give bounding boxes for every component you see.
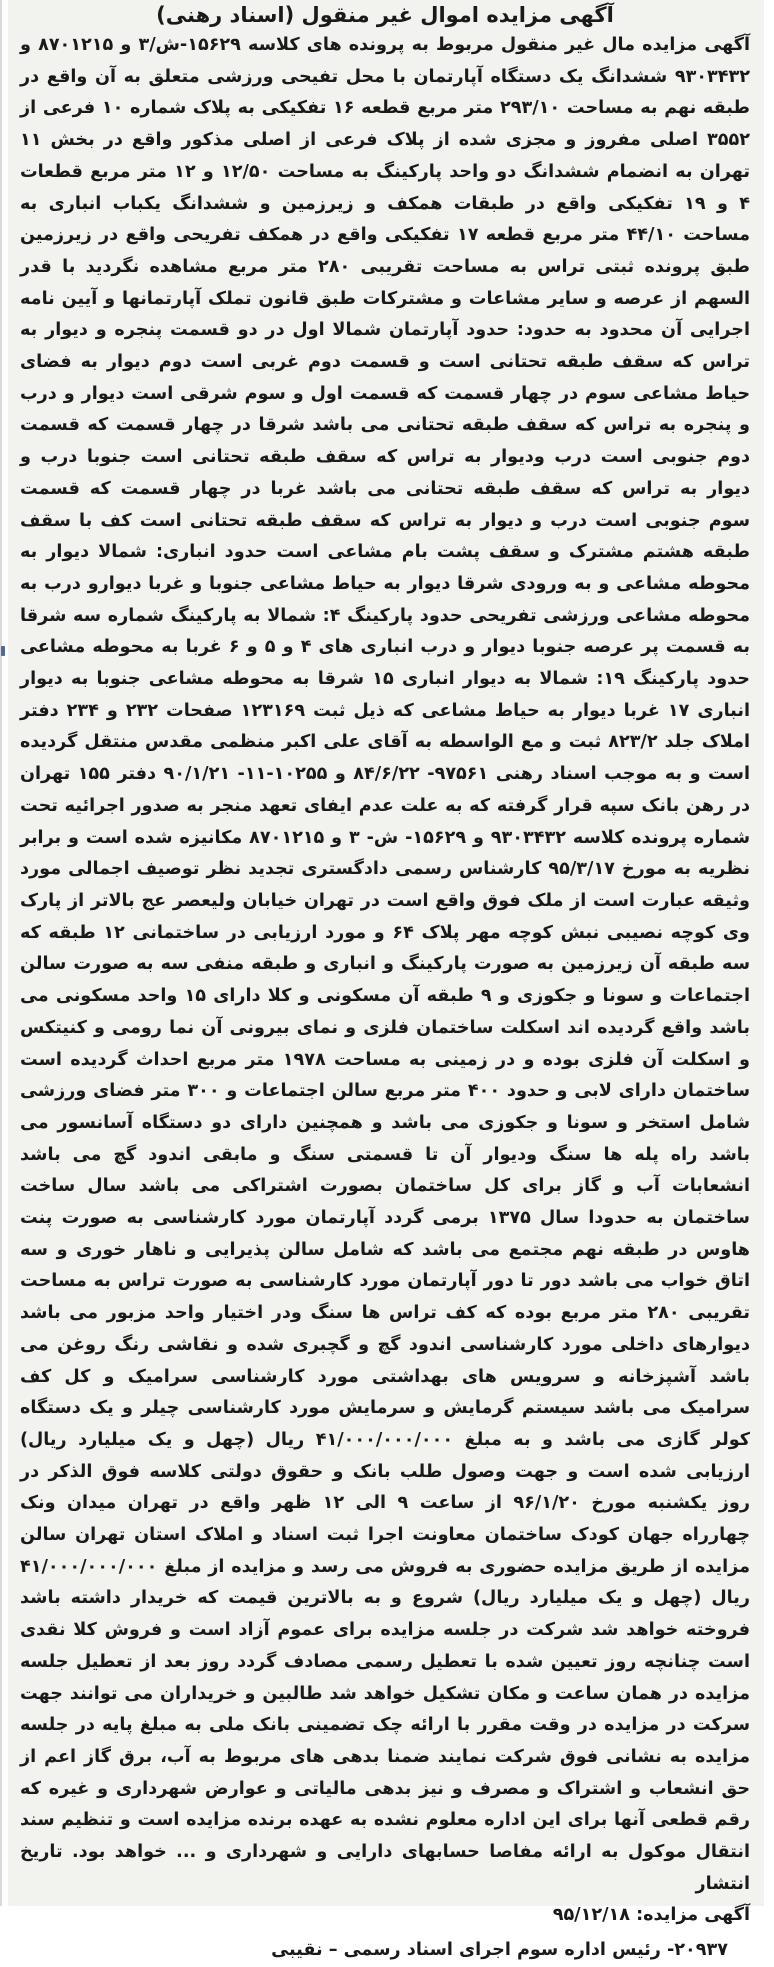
publication-date-line: آگهی مزایده: ۹۵/۱۲/۱۸ xyxy=(552,1905,750,1926)
margin-pen-mark xyxy=(1,646,5,656)
page-left-edge xyxy=(0,0,2,1906)
notice-title: آگهی مزایده اموال غیر منقول (اسناد رهنی) xyxy=(156,3,614,27)
notice-signature: ۲۰۹۳۷- رئیس اداره سوم اجرای اسناد رسمی – نقیبی xyxy=(271,1940,728,1961)
notice-body-text: آگهی مزایده مال غیر منقول مربوط به پرونده های کلاسه ۱۵۶۲۹-ش/۳ و ۸۷۰۱۲۱۵ و ۹۳۰۳۴۳۲ ششدانگ یک دستگاه آپارتمان با محل تفیحی ورزشی متعلق به آن واقع در طبقه نهم به مساحت ۲۹۳/۱۰ متر مربع قطعه ۱۶ تفکیکی به پلاک شماره ۱۰ فرعی از ۳۵۵۲ اصلی مفروز و مجزی شده از پلاک فرعی از اصلی مذکور واقع در بخش ۱۱ تهران به انضمام ششدانگ دو واحد پارکینگ به مساحت ۱۲/۵۰ و ۱۲ متر مربع قطعات ۴ و ۱۹ تفکیکی واقع در طبقات همکف و زیرزمین و ششدانگ یکباب انباری به مساحت ۴۴/۱۰ متر مربع قطعه ۱۷ تفکیکی واقع در همکف تفریحی واقع در زیرزمین طبق پرونده ثبتی تراس به مساحت تقریبی ۲۸۰ متر مربع مشاهده نگردید با قدر السهم از عرصه و سایر مشاعات و مشترکات طبق قانون تملک آپارتمانها و آیین نامه اجرایی آن محدود به حدود: حدود آپارتمان شمالا اول در دو قسمت پنجره و دیوار به تراس که سقف طبقه تحتانی است و قسمت دوم غربی است دوم دیوار به فضای حیاط مشاعی سوم در چهار قسمت که قسمت اول و سوم شرقی است دیوار و درب و پنجره به تراس که سقف طبقه تحتانی می باشد شرقا در چهار قسمت که قسمت دوم جنوبی است درب ودیوار به تراس که سقف طبقه تحتانی است جنوبا درب و دیوار به تراس که سقف طبقه تحتانی می باشد غربا در چهار قسمت که قسمت سوم جنوبی است درب و دیوار به تراس که سقف طبقه تحتانی است کف با سقف طبقه هشتم مشترک و سقف پشت بام مشاعی است حدود انباری: شمالا دیوار به محوطه مشاعی و به ورودی شرقا دیوار به حیاط مشاعی جنوبا و غربا دیوارو درب به محوطه مشاعی ورزشی تفریحی حدود پارکینگ ۴: شمالا به پارکینگ شماره سه شرقا به قسمت پر عرصه جنوبا دیوار و درب انباری های ۴ و ۵ و ۶ غربا به محوطه مشاعی حدود پارکینگ ۱۹: شمالا به دیوار انباری ۱۵ شرقا به محوطه مشاعی جنوبا به دیوار انباری ۱۷ غربا دیوار به حیاط مشاعی که ذیل ثبت ۱۲۳۱۶۹ صفحات ۲۳۲ و ۲۳۴ دفتر املاک جلد ۸۲۳/۲ ثبت و مع الواسطه به آقای علی اکبر منظمی مقدس منتقل گردیده است و به موجب اسناد رهنی ۹۷۵۶۱- ۸۴/۶/۲۲ و ۱۰۲۵۵-۱۱- ۹۰/۱/۲۱ دفتر ۱۵۵ تهران در رهن بانک سپه قرار گرفته که به علت عدم ایفای تعهد منجر به صدور اجرائیه تحت شماره پرونده کلاسه ۹۳۰۳۴۳۲ و ۱۵۶۲۹- ش- ۳ و ۸۷۰۱۲۱۵ مکانیزه شده است و برابر نظریه به مورخ ۹۵/۳/۱۷ کارشناس رسمی دادگستری تجدید نظر توصیف اجمالی مورد وثیقه عبارت است از ملک فوق واقع است در تهران خیابان ولیعصر عج بالاتر از پارک وی کوچه نصیبی نبش کوچه مهر پلاک ۶۴ و مورد ارزیابی در ساختمانی ۱۲ طبقه که سه طبقه آن زیرزمین به صورت پارکینگ و انباری و طبقه منفی سه به صورت سالن اجتماعات و سونا و جکوزی و ۹ طبقه آن مسکونی و کلا دارای ۱۵ واحد مسکونی می باشد واقع گردیده اند اسکلت ساختمان فلزی و نمای بیرونی آن نما رومی و کنیتکس و اسکلت آن فلزی بوده و در زمینی به مساحت ۱۹۷۸ متر مربع احداث گردیده است ساختمان دارای لابی و حدود ۴۰۰ متر مربع سالن اجتماعات و ۳۰۰ متر فضای ورزشی شامل استخر و سونا و جکوزی می باشد و همچنین دارای دو دستگاه آسانسور می باشد راه پله ها سنگ ودیوار آن تا قسمتی سنگ و مابقی اندود گچ می باشد انشعابات آب و گاز برای کل ساختمان بصورت اشتراکی می باشد سال ساخت ساختمان به حدودا سال ۱۳۷۵ برمی گردد آپارتمان مورد کارشناسی به صورت پنت هاوس در طبقه نهم مجتمع می باشد که شامل سالن پذیرایی و ناهار خوری و سه اتاق خواب می باشد دور تا دور آپارتمان مورد کارشناسی به صورت تراس به مساحت تقریبی ۲۸۰ متر مربع بوده که کف تراس ها سنگ ودر اختیار واحد مزبور می باشد دیوارهای داخلی مورد کارشناسی اندود گچ و گچبری شده و نقاشی رنگ روغن می باشد آشپزخانه و سرویس های بهداشتی مورد کارشناسی سرامیک و کل کف سرامیک می باشد سیستم گرمایش و سرمایش مورد کارشناسی چیلر و یک دستگاه کولر گازی می باشد و به مبلغ ۴۱/۰۰۰/۰۰۰/۰۰۰ ریال (چهل و یک میلیارد ریال) ارزیابی شده است و جهت وصول طلب بانک و حقوق دولتی کلاسه فوق الذکر در روز یکشنبه مورخ ۹۶/۱/۲۰ از ساعت ۹ الی ۱۲ ظهر واقع در تهران میدان ونک چهارراه جهان کودک ساختمان معاونت اجرا ثبت اسناد و املاک استان تهران سالن مزایده از طریق مزایده حضوری به فروش می رسد و مزایده از مبلغ ۴۱/۰۰۰/۰۰۰/۰۰۰ ریال (چهل و یک میلیارد ریال) شروع و به بالاترین قیمت که خریدار داشته باشد فروخته خواهد شد شرکت در جلسه مزایده برای عموم آزاد است و فروش کلا نقدی است چنانچه روز تعیین شده با تعطیل رسمی مصادف گردد روز بعد از تعطیل جلسه مزایده در همان ساعت و مکان تشکیل خواهد شد طالبین و خریداران می توانند جهت سرکت در مزایده در وقت مقرر با ارائه چک تضمینی بانک ملی به مبلغ پایه در جلسه مزایده به نشانی فوق شرکت نمایند ضمنا بدهی های مربوط به آب، برق گاز اعم از حق انشعاب و اشتراک و مصرف و نیز بدهی مالیاتی و عوارض شهرداری و غیره که رقم قطعی آنها برای این اداره معلوم نشده به عهده برنده مزایده است و تنظیم سند انتقال موکول به ارائه مفاصا حسابهای دارایی و شهرداری و ... خواهد بود. تاریخ انتشار xyxy=(20,35,751,1894)
newspaper-clipping xyxy=(8,0,764,1961)
